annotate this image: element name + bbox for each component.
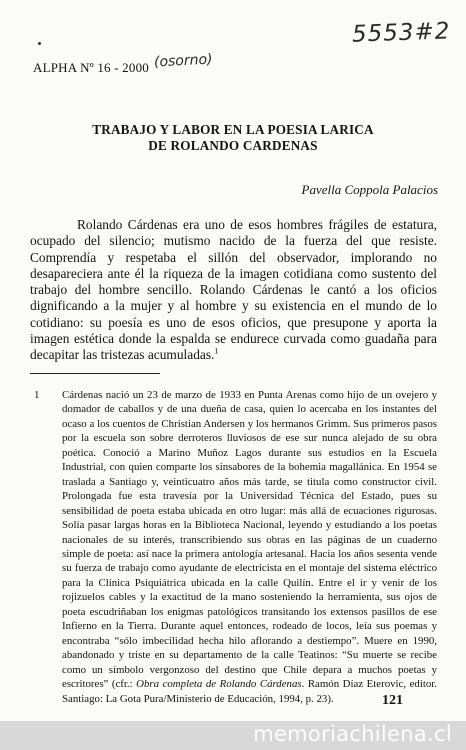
body-paragraph [30, 217, 437, 364]
handwritten-note: (osorno) [153, 51, 213, 71]
footnote-text [62, 388, 437, 706]
handwritten-catalog-number: 5553#2 [351, 18, 451, 48]
article-title-line-1: TRABAJO Y LABOR EN LA POESIA LARICA [92, 122, 374, 137]
article-title-line-2: DE ROLANDO CARDENAS [148, 138, 318, 153]
footnote-body: Cárdenas nació un 23 de marzo de 1933 en Punta Arenas como hijo de un ovejero y domador de caballos y de una dueña de casa, quien lo acercaba en los instantes del ocaso a los cuentos de Christian Andersen y los hermanos Grimm. Sus primeros pasos por la escuela son sobre derroteros lluviosos de ese sur nunca alejado de su obra poética. Conoció a Marino Muñoz Lagos durante sus estudios en la Escuela Industrial, con quien comparte los sinsabores de la bohemia magallánica. En 1954 se traslada a Santiago y, veinticuatro años más tarde, se titula como constructor civil. Prolongada fue esta travesía por la Universidad Técnica del Estado, pues su sensibilidad de poeta estaba ubicada en otro lugar: más allá de ecuaciones rigurosas. Solía pasar largas horas en la Biblioteca Nacional, leyendo y estudiando a los poetas nacionales de su interés, transcribiendo sus obras en las páginas de un cuaderno simple de poeta: así nace la primera antología artesanal. Hacia los años sesenta vende su fuerza de trabajo como ayudante de electricista en el montaje del sistema eléctrico para la Clínica Psiquiátrica ubicada en la calle Quilín. Entre el ir y venir de los rojizuelos cables y la exactitud de la mano sosteniendo la herramienta, sus ojos de poeta escudriñaban los enigmas patológicos transitando los extensos pasillos de ese Infierno en la Tierra. Durante aquel entonces, rodeado de locos, leía sus poemas y encontraba “sólo imbecilidad hecha hilo aflorando a destiempo”. Muere en 1990, abandonado y triste en su departamento de la calle Teatinos: “Su muerte se recibe como un símbolo vergonzoso del destino que Chile depara a muchos poetas y escritores” (cfr.: [62, 389, 437, 691]
footnote-marker[interactable]: 1 [214, 346, 219, 356]
site-watermark: memoriachilena.cl [253, 722, 452, 746]
article-author: Pavella Coppola Palacios [301, 182, 438, 197]
footnote-citation-rest: . Ramón Díaz Eterovic, editor. Santiago: La Gota Pura/Ministerio de Educación, 1994, p. 23). [62, 678, 437, 705]
ink-dot [38, 42, 41, 45]
footnote-number: 1 [34, 389, 40, 401]
journal-issue-line: ALPHA Nº 16 - 2000 [33, 60, 149, 75]
page-number: 121 [382, 693, 403, 708]
body-paragraph-text: Rolando Cárdenas era uno de esos hombres frágiles de estatura, ocupado del silencio; mutismo nacido de la fuerza del que resiste. Comprendía y respetaba el sillón del observador, implorando no desapareciera ante él la riqueza de la imagen cotidiana como sustento del trabajo del hombre sencillo. Rolando Cárdenas le cantó a los oficios dignificando a la mujer y al hombre y su existencia en el mundo de lo cotidiano: su poesía es uno de esos oficios, que presupone y aporta la imagen estética donde la espalda se endurece curvada como guadaña para decapitar las tristezas acumuladas. [30, 217, 437, 363]
footnote-separator [30, 373, 160, 374]
footnote-cited-title: Obra completa de Rolando Cárdenas [136, 678, 302, 691]
